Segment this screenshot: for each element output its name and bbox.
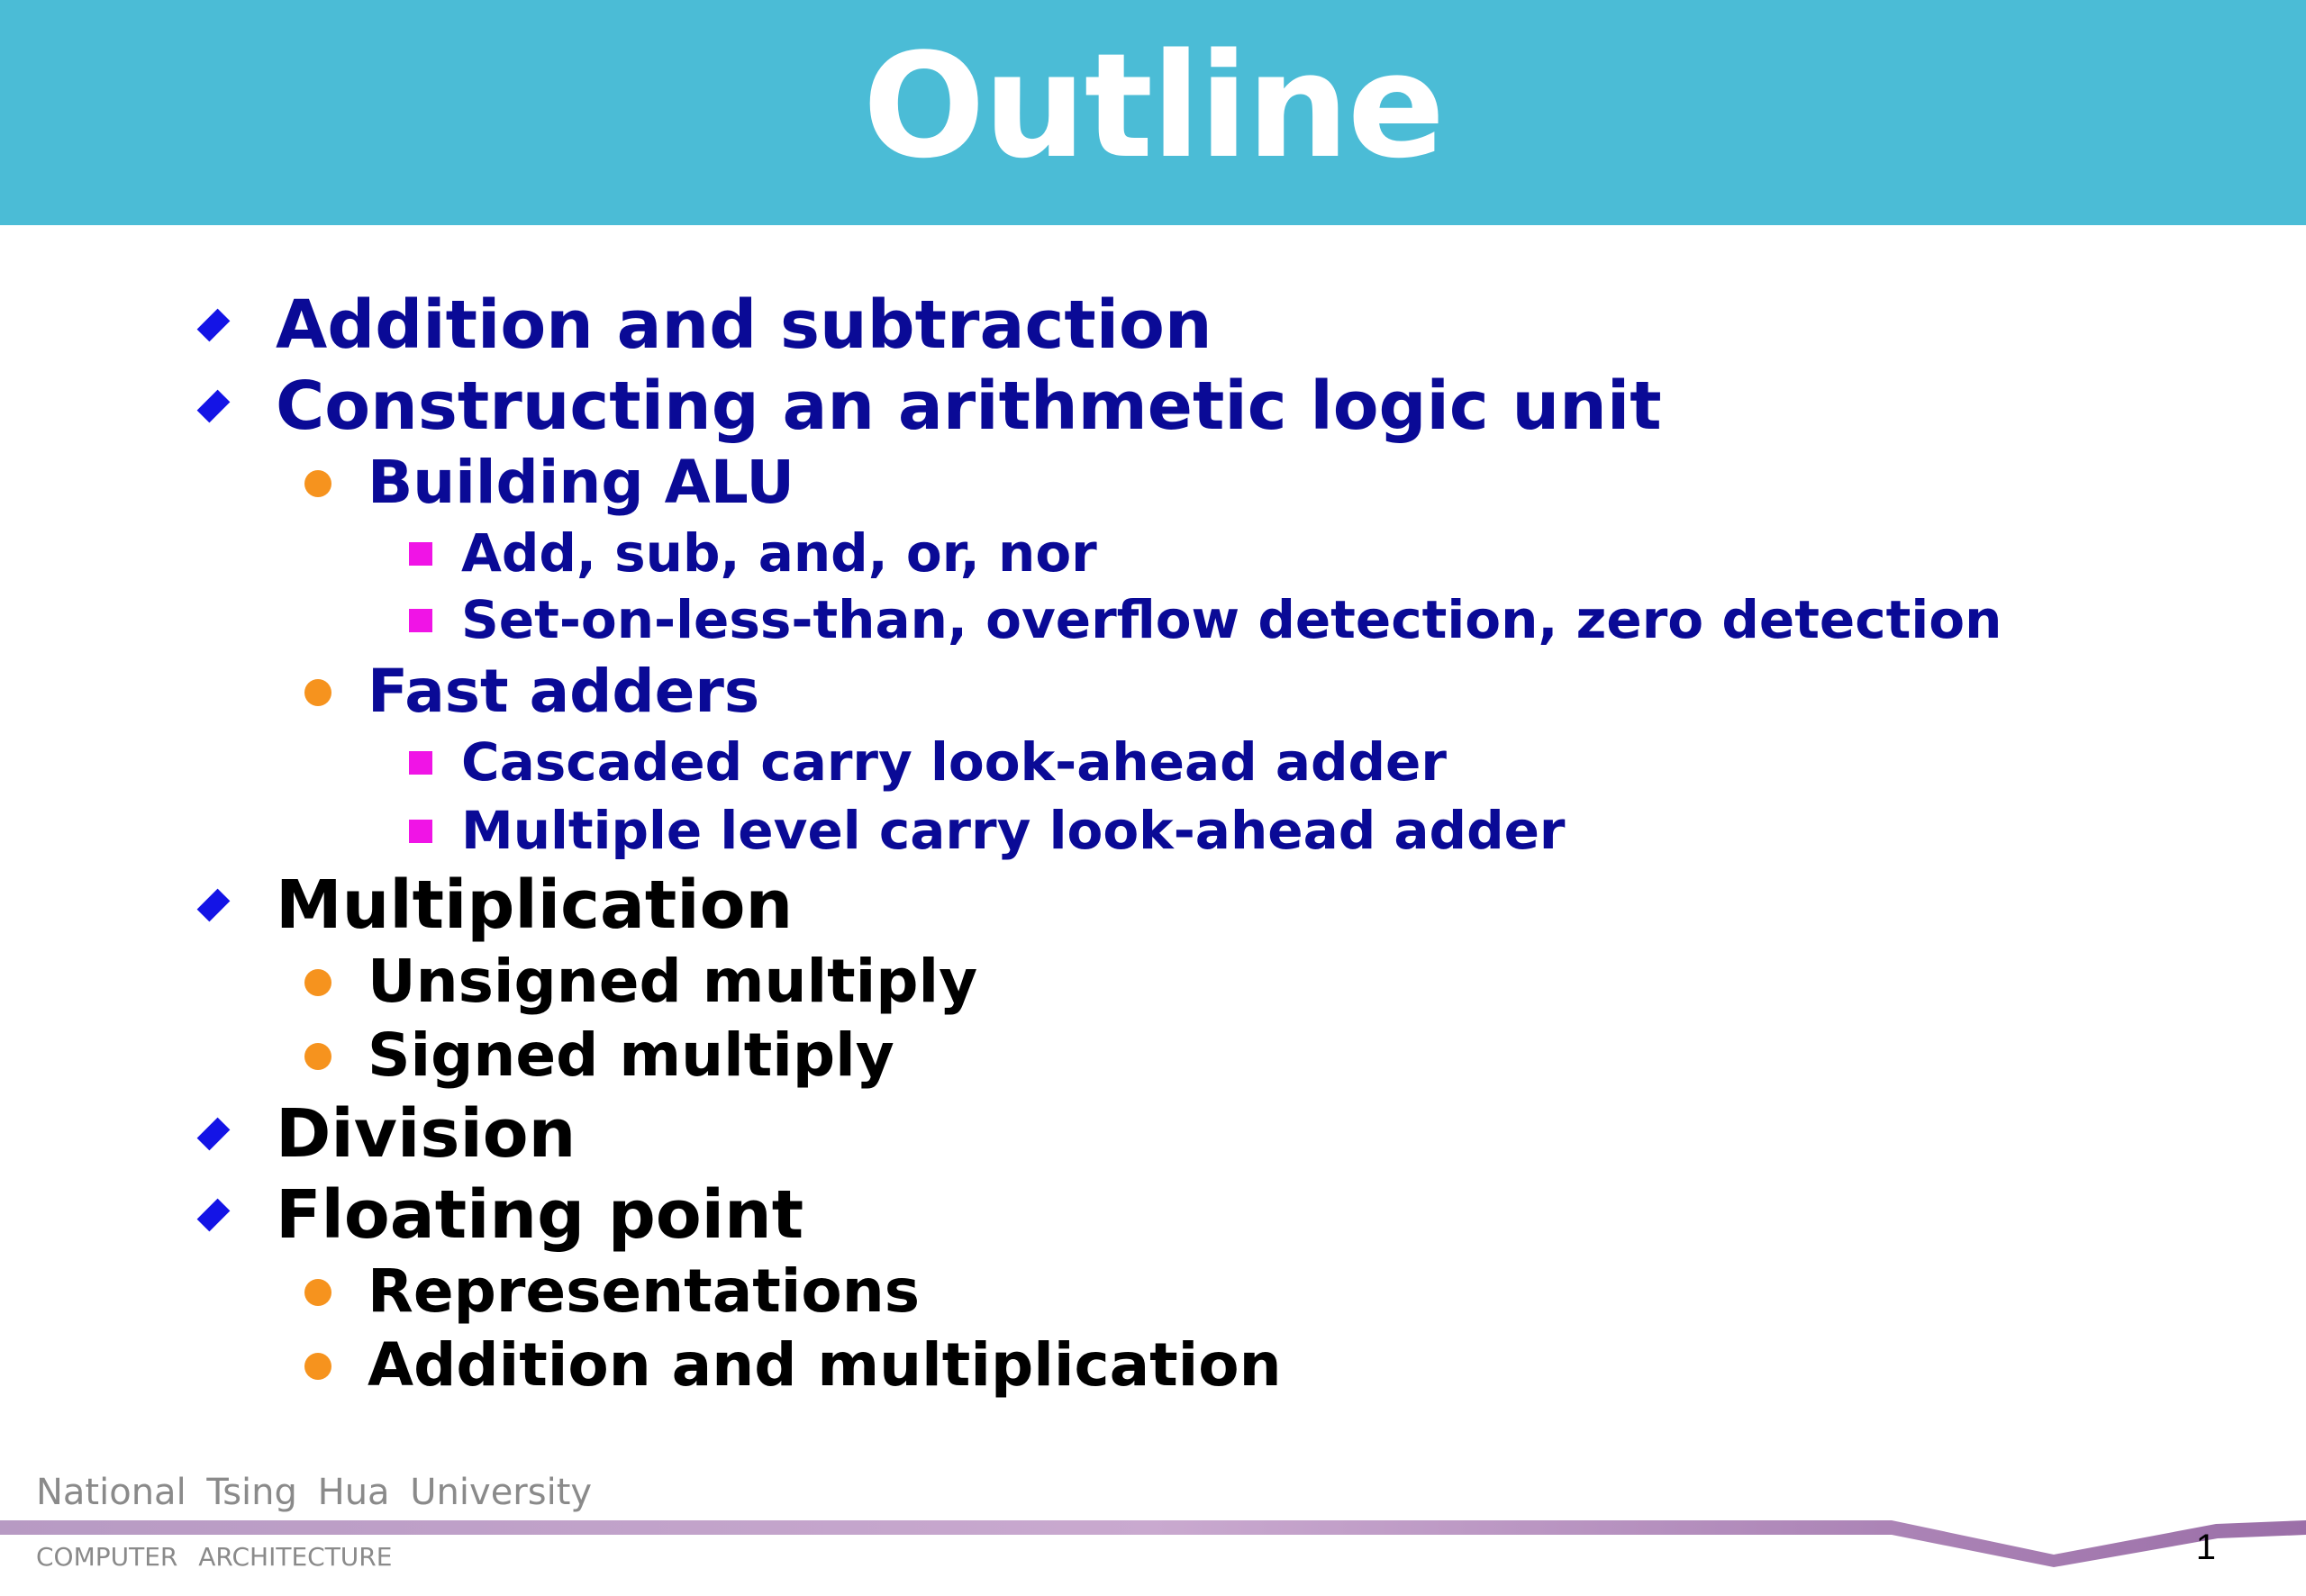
outline-item <box>276 1093 576 1174</box>
outline-item <box>368 1020 894 1092</box>
outline-item-text: Constructing an arithmetic logic unit <box>276 367 1662 445</box>
outline-item-text: Fast adders <box>368 657 760 726</box>
outline-item <box>461 587 2002 652</box>
outline-item <box>276 366 1662 447</box>
outline-item-text: Representations <box>368 1256 921 1326</box>
outline-item <box>276 1174 803 1256</box>
outline-item-text: Multiplication <box>276 866 794 944</box>
page-number: 1 <box>2195 1528 2216 1567</box>
outline-item-text: Unsigned multiply <box>368 947 978 1016</box>
square-icon <box>409 542 432 566</box>
outline-item <box>461 798 1566 863</box>
outline-item <box>461 730 1447 794</box>
footer-university: National Tsing Hua University <box>36 1472 593 1513</box>
diamond-icon <box>197 309 231 342</box>
dot-icon <box>304 969 331 996</box>
dot-icon <box>304 679 331 706</box>
outline-item-text: Signed multiply <box>368 1020 894 1090</box>
diamond-icon <box>197 889 231 922</box>
outline-item <box>368 1256 920 1328</box>
outline-item-text: Cascaded carry look-ahead adder <box>461 731 1447 793</box>
outline-item-text: Multiple level carry look-ahead adder <box>461 800 1566 861</box>
dot-icon <box>304 1279 331 1306</box>
slide-title: Outline <box>862 22 1444 190</box>
outline-item-text: Floating point <box>276 1176 804 1254</box>
outline-item <box>368 946 977 1018</box>
square-icon <box>409 820 432 843</box>
outline-item <box>368 447 794 519</box>
diamond-icon <box>197 1118 231 1151</box>
outline-item-text: Addition and subtraction <box>276 286 1212 364</box>
dot-icon <box>304 1043 331 1070</box>
outline-item <box>276 285 1212 366</box>
outline-item <box>368 656 759 728</box>
square-icon <box>409 751 432 775</box>
footer-course: COMPUTER ARCHITECTURE <box>36 1542 393 1572</box>
diamond-icon <box>197 390 231 423</box>
dot-icon <box>304 1353 331 1380</box>
outline-item <box>368 1329 1282 1401</box>
outline-item-text: Addition and multiplication <box>368 1330 1282 1400</box>
outline-item-text: Add, sub, and, or, nor <box>461 522 1097 584</box>
dot-icon <box>304 470 331 497</box>
outline-item <box>276 865 793 946</box>
outline-item-text: Division <box>276 1095 576 1173</box>
outline-item <box>461 521 1097 585</box>
diamond-icon <box>197 1199 231 1232</box>
square-icon <box>409 609 432 632</box>
outline-item-text: Building ALU <box>368 448 794 517</box>
outline-item-text: Set-on-less-than, overflow detection, zero detection <box>461 589 2002 650</box>
